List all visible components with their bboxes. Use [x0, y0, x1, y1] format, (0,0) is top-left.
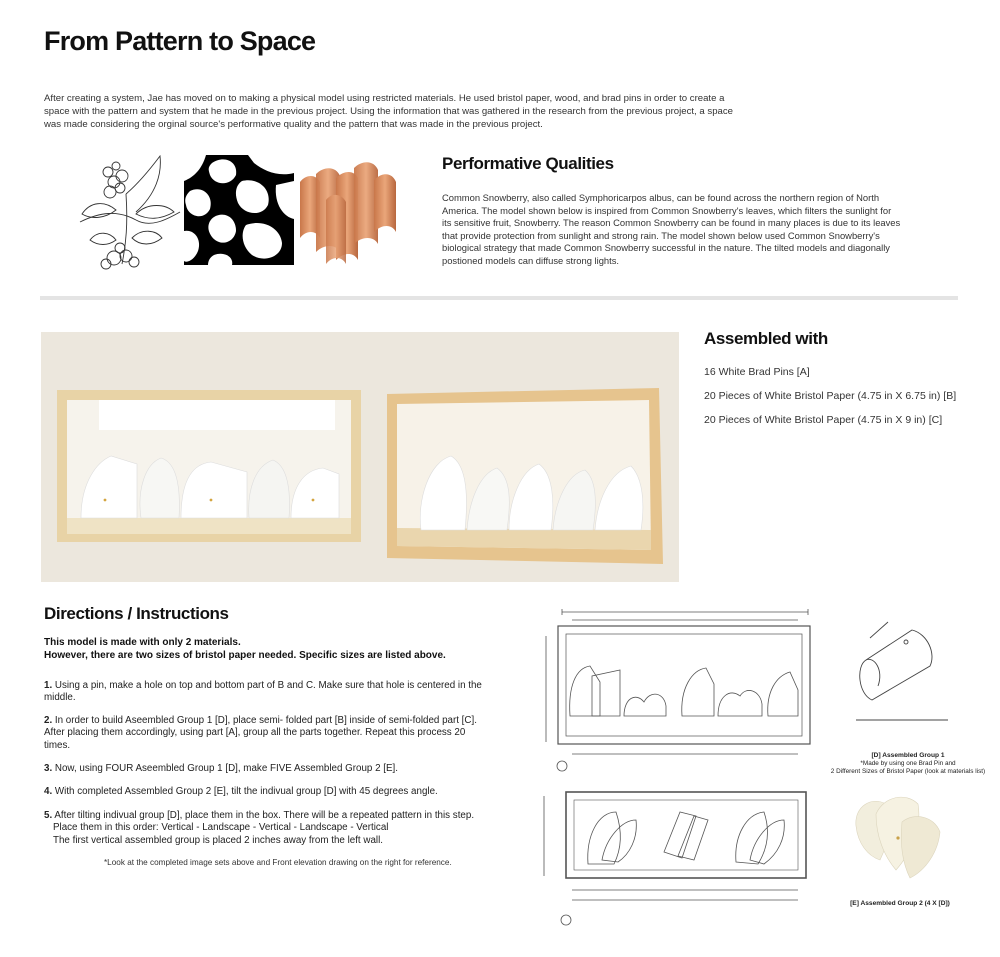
page-title: From Pattern to Space — [44, 26, 316, 56]
front-elevation-drawing — [532, 606, 822, 776]
directions-intro — [44, 636, 446, 662]
step-1 — [44, 680, 484, 705]
right-model-box — [387, 388, 663, 564]
directions-heading: Directions / Instructions — [44, 604, 229, 623]
group1-caption-line1: *Made by using one Brad Pin and — [860, 760, 956, 767]
group2-caption-text: [E] Assembled Group 2 (4 X [D]) — [850, 900, 950, 907]
group1-caption-title: [D] Assembled Group 1 — [871, 752, 945, 759]
step-text: In order to build Aseembled Group 1 [D], place semi- folded part [B] inside of semi-folded part [C]. After placing them accordingly, using part [A], group all the parts together. Repeat this process 20 times. — [44, 715, 477, 751]
directions-intro-line1: This model is made with only 2 materials. — [44, 637, 241, 648]
material-item-c: 20 Pieces of White Bristol Paper (4.75 in X 9 in) [C] — [704, 414, 943, 426]
step-text-line3: The first vertical assembled group is placed 2 inches away from the left wall. — [53, 834, 383, 846]
group2-caption — [838, 900, 962, 908]
reference-note: *Look at the completed image sets above and Front elevation drawing on the right for reference. — [104, 858, 452, 867]
directions-intro-line2: However, there are two sizes of bristol paper needed. Specific sizes are listed above. — [44, 650, 446, 661]
step-5 — [44, 810, 494, 847]
left-model-box — [57, 390, 361, 542]
step-number: 4. — [44, 786, 53, 797]
group1-caption-line2: 2 Different Sizes of Bristol Paper (look at materials list) — [830, 768, 986, 775]
step-number: 5. — [44, 810, 53, 821]
step-number: 1. — [44, 680, 53, 691]
step-text: Using a pin, make a hole on top and bottom part of B and C. Make sure that hole is centered in the middle. — [44, 680, 482, 704]
group1-caption — [818, 752, 998, 776]
intro-paragraph: After creating a system, Jae has moved on to making a physical model using restricted materials. He used bristol paper, wood, and brad pins in order to create a space with the pattern and system that he made in the previous project. Using the information that was gathered in the research from the previous project, a space was made considering the orginal source's performative quality and the pattern that was made in the previous project. — [44, 93, 733, 130]
step-3 — [44, 763, 484, 775]
step-text: Now, using FOUR Aseembled Group 1 [D], make FIVE Assembled Group 2 [E]. — [54, 763, 398, 774]
material-item-a: 16 White Brad Pins [A] — [704, 366, 810, 378]
step-number: 2. — [44, 715, 53, 726]
step-text: After tilting indivual group [D], place them in the box. There will be a repeated pattern in this step. — [54, 810, 475, 821]
performative-text: Common Snowberry, also called Symphoricarpos albus, can be found across the northern region of North America. The model shown below is inspired from Common Snowberry's leaves, which filters the sunlight for its sensitive fruit, Snowberry. The reason Common Snowberry can be found in many places is due to its leaves that provide protection from sunlight and strong rain. The model shown below used Common Snowberry's biological strategy that made Common Snowberry successful in the nature. The tilted models and diagonally postioned models can diffuse strong lights. — [442, 192, 901, 266]
paper-model-render — [296, 160, 400, 270]
performative-heading: Performative Qualities — [442, 154, 614, 173]
snowberry-sketch — [70, 154, 182, 270]
step-text-line2: Place them in this order: Vertical - Landscape - Vertical - Landscape - Vertical — [53, 822, 389, 834]
step-4 — [44, 786, 484, 798]
model-photos — [41, 332, 679, 582]
step-2 — [44, 715, 484, 752]
section-divider — [40, 296, 958, 300]
step-number: 3. — [44, 763, 53, 774]
material-item-b: 20 Pieces of White Bristol Paper (4.75 in X 6.75 in) [B] — [704, 390, 957, 402]
pattern-graphic — [184, 155, 294, 265]
group2-photo — [846, 786, 948, 890]
step-text: With completed Assembled Group 2 [E], tilt the indivual group [D] with 45 degrees angle. — [54, 786, 438, 797]
assembled-heading: Assembled with — [704, 329, 828, 348]
plan-drawing — [532, 786, 822, 926]
group1-detail-drawing — [852, 616, 952, 726]
